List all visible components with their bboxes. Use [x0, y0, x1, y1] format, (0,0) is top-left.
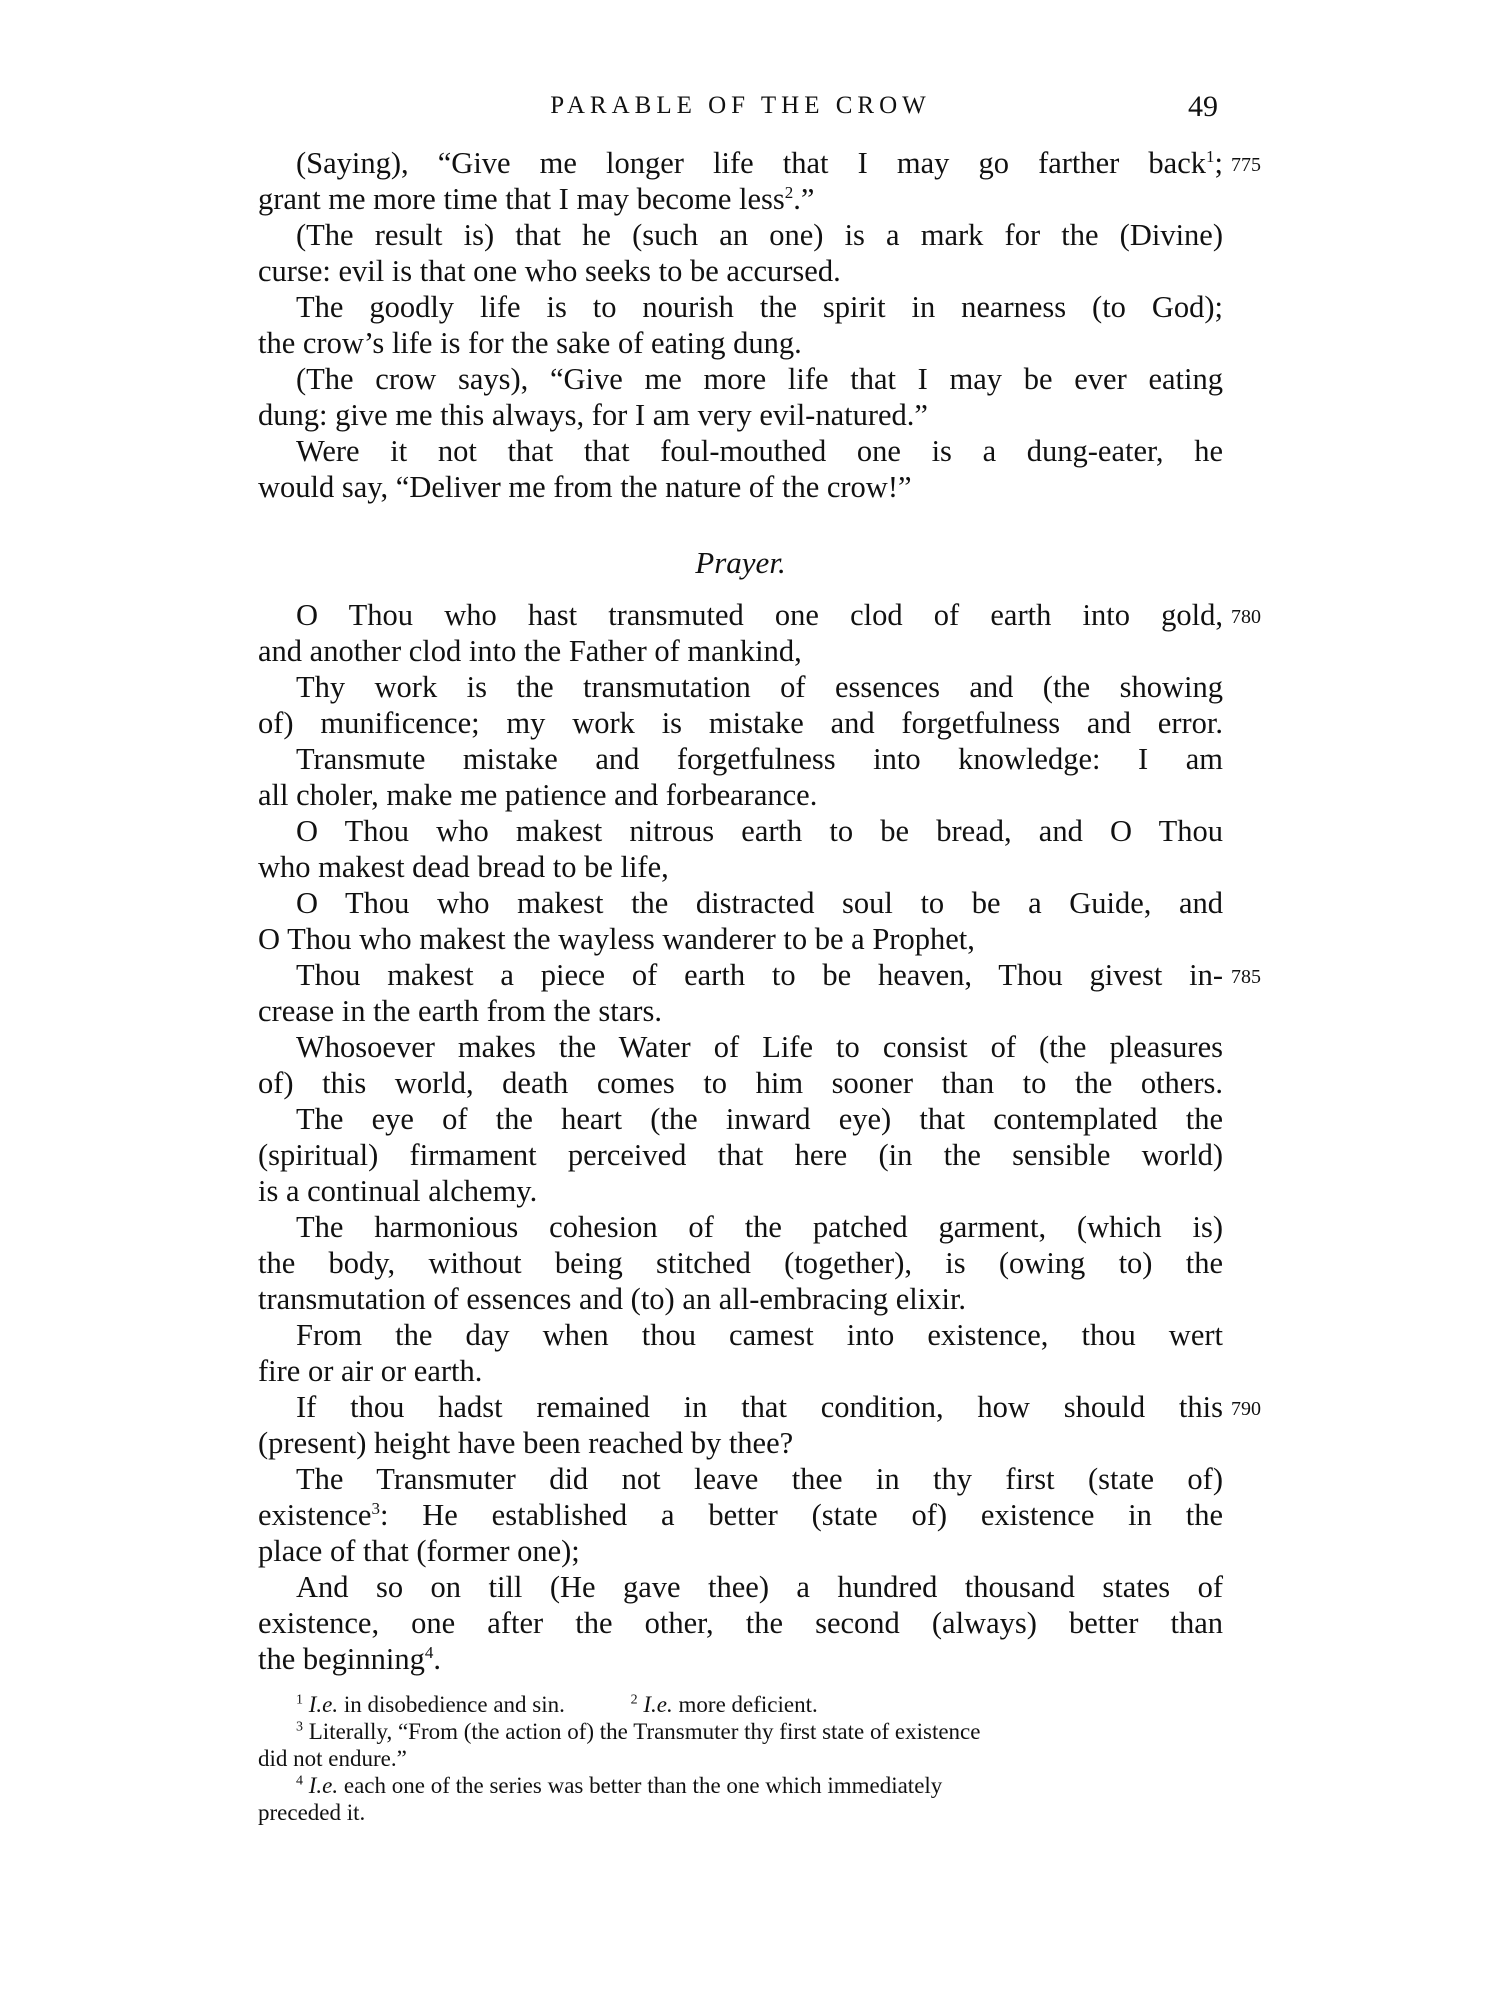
verse-line: place of that (former one);: [258, 1534, 580, 1568]
footnote-ref: 4: [424, 1642, 434, 1662]
verse-line: The eye of the heart (the inward eye) that contemplated the: [296, 1102, 1223, 1136]
verse-line: is a continual alchemy.: [258, 1174, 538, 1208]
verse-line: the crow’s life is for the sake of eating dung.: [258, 326, 802, 360]
verse-line: (spiritual) firmament perceived that here (in the sensible world): [258, 1138, 1223, 1172]
verse-line: crease in the earth from the stars.: [258, 994, 662, 1028]
verse-line: And so on till (He gave thee) a hundred thousand states of: [296, 1570, 1223, 1604]
verse-line: The harmonious cohesion of the patched garment, (which is): [296, 1210, 1223, 1244]
verse-line: the beginning$^4$.: [258, 1642, 441, 1676]
verse-line: From the day when thou camest into existence, thou wert: [296, 1318, 1223, 1352]
verse-line: of) this world, death comes to him sooner than to the others.: [258, 1066, 1223, 1100]
verse-line: of) munificence; my work is mistake and forgetfulness and error.: [258, 706, 1223, 740]
footnote-mark: 4: [296, 1773, 303, 1789]
verse-line: existence$^3$: He established a better (state of) existence in the: [258, 1498, 1223, 1532]
verse-line: Thy work is the transmutation of essences and (the showing: [296, 670, 1223, 704]
verse-line: O Thou who hast transmuted one clod of earth into gold, 780: [258, 597, 1223, 633]
footnote-4: $^4$ I.e. each one of the series was better than the one which immediately: [296, 1773, 943, 1798]
section-heading: Prayer.: [695, 545, 786, 580]
footnote-mark: 3: [296, 1719, 303, 1735]
verse-line: curse: evil is that one who seeks to be accursed.: [258, 254, 841, 288]
verse-line: (Saying), “Give me longer life that I may go farther back$^1$; 775: [258, 145, 1223, 181]
verse-line: O Thou who makest the distracted soul to be a Guide, and: [296, 886, 1223, 920]
verse-number: 785: [1231, 966, 1261, 988]
footnote-ref: 1: [1206, 146, 1215, 166]
verse-line: The goodly life is to nourish the spirit in nearness (to God);: [296, 290, 1223, 324]
verse-block-1: [258, 145, 1261, 505]
verse-line: grant me more time that I may become less$^2$.”: [258, 182, 815, 216]
footnote-4-cont: preceded it.: [258, 1800, 366, 1825]
verse-line: (present) height have been reached by thee?: [258, 1426, 794, 1460]
verse-line: (The crow says), “Give me more life that I may be ever eating: [296, 362, 1223, 396]
page-header: [258, 92, 1223, 132]
verse-line: Whosoever makes the Water of Life to consist of (the pleasures: [296, 1030, 1223, 1064]
footnote-ref: 3: [371, 1498, 380, 1518]
verse-line: who makest dead bread to be life,: [258, 850, 669, 884]
verse-line: (The result is) that he (such an one) is a mark for the (Divine): [296, 218, 1223, 252]
verse-line: transmutation of essences and (to) an all-embracing elixir.: [258, 1282, 967, 1316]
verse-block-2: [258, 597, 1261, 1677]
verse-line: would say, “Deliver me from the nature of the crow!”: [258, 470, 912, 504]
verse-line: the body, without being stitched (together), is (owing to) the: [258, 1246, 1223, 1280]
footnote-mark: 2: [630, 1692, 638, 1708]
verse-line: dung: give me this always, for I am very evil-natured.”: [258, 398, 928, 432]
footnote-ref: 2: [784, 182, 794, 202]
verse-line: fire or air or earth.: [258, 1354, 483, 1388]
footnote-1-2: $^1$ I.e. in disobedience and sin. $^2$ I.e. more deficient.: [296, 1692, 818, 1717]
verse-line: Were it not that that foul-mouthed one is a dung-eater, he: [296, 434, 1223, 468]
footnote-3-cont: did not endure.”: [258, 1746, 407, 1771]
footnote-3: $^3$ Literally, “From (the action of) the Transmuter thy first state of existence: [296, 1719, 981, 1744]
verse-number: 790: [1231, 1398, 1261, 1420]
verse-line: The Transmuter did not leave thee in thy first (state of): [296, 1462, 1223, 1496]
verse-line: all choler, make me patience and forbearance.: [258, 778, 818, 812]
verse-line: Thou makest a piece of earth to be heaven, Thou givest in- 785: [258, 957, 1223, 993]
footnotes: [258, 1691, 1223, 1826]
page-number: 49: [1188, 90, 1218, 123]
verse-line: existence, one after the other, the second (always) better than: [258, 1606, 1223, 1640]
verse-number: 775: [1231, 154, 1261, 176]
verse-line: O Thou who makest the wayless wanderer to be a Prophet,: [258, 922, 975, 956]
verse-line: Transmute mistake and forgetfulness into knowledge: I am: [296, 742, 1223, 776]
verse-number: 780: [1231, 606, 1261, 628]
verse-line: O Thou who makest nitrous earth to be bread, and O Thou: [296, 814, 1223, 848]
footnote-mark: 1: [296, 1692, 303, 1708]
verse-line: If thou hadst remained in that condition, how should this 790: [258, 1389, 1223, 1425]
running-title: PARABLE OF THE CROW: [550, 92, 931, 119]
verse-line: and another clod into the Father of mankind,: [258, 634, 802, 668]
